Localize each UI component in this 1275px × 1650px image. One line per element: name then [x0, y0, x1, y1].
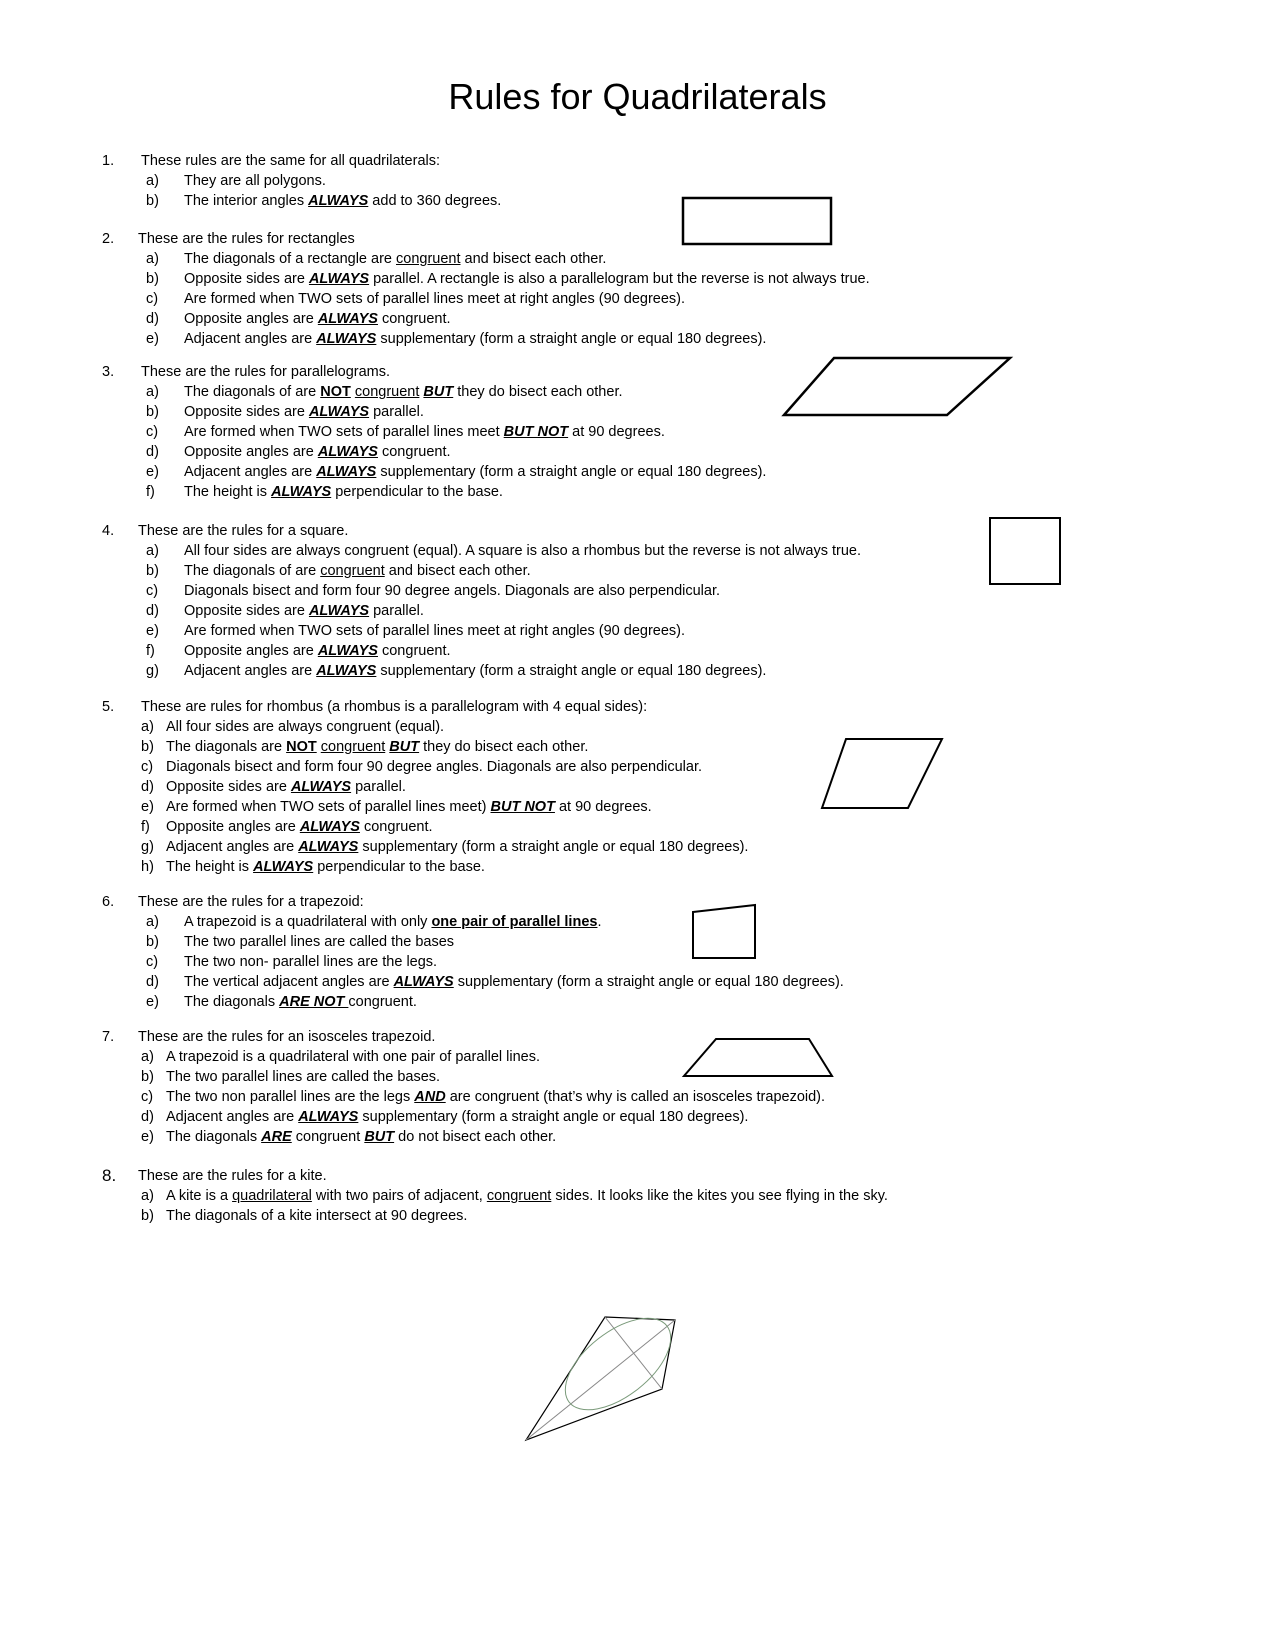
- emphasis-text: congruent: [396, 251, 461, 267]
- rule-text: congruent.: [377, 311, 451, 327]
- rule-text: A trapezoid is a quadrilateral with one pair of parallel lines.: [166, 1049, 540, 1065]
- emphasis-text: congruent: [486, 1188, 552, 1204]
- rule-text: Opposite angles are: [184, 311, 318, 327]
- emphasis-text: ALWAYS: [317, 643, 378, 659]
- emphasis-text: ALWAYS: [308, 404, 370, 420]
- item-label: h): [141, 859, 154, 875]
- item-label: c): [146, 291, 159, 307]
- item-label: d): [146, 444, 159, 460]
- rule-text: supplementary (form a straight angle or equal 180 degrees).: [376, 331, 767, 347]
- rule-text: Are formed when TWO sets of parallel lines meet: [184, 424, 504, 440]
- rule-text: supplementary (form a straight angle or equal 180 degrees).: [453, 974, 844, 990]
- rule-text: The diagonals of are: [184, 384, 321, 400]
- section-number: 7.: [102, 1029, 115, 1045]
- rule-text: and bisect each other.: [384, 563, 531, 579]
- item-label: a): [146, 173, 159, 189]
- rectangle-shape: [683, 198, 831, 244]
- rule-text: The diagonals are: [166, 739, 287, 755]
- rule-text: Opposite angles are: [184, 444, 318, 460]
- kite-shape: [526, 1301, 687, 1440]
- rule-text: Adjacent angles are: [184, 331, 317, 347]
- rule-text: A trapezoid is a quadrilateral with only: [184, 914, 432, 930]
- rule-text: parallel.: [351, 779, 406, 795]
- rule-text: The two non- parallel lines are the legs.: [184, 954, 438, 970]
- rule-text: congruent.: [359, 819, 433, 835]
- item-label: c): [141, 759, 154, 775]
- item-label: d): [141, 779, 154, 795]
- section-heading: These are the rules for a square.: [138, 523, 349, 539]
- rule-text: The diagonals of a kite intersect at 90 degrees.: [166, 1208, 468, 1224]
- item-label: a): [146, 914, 159, 930]
- item-label: e): [141, 799, 154, 815]
- emphasis-text: BUT: [364, 1129, 395, 1145]
- rule-text: The height is: [166, 859, 254, 875]
- emphasis-text: ALWAYS: [271, 484, 332, 500]
- emphasis-text: congruent: [320, 563, 385, 579]
- rhombus-shape: [822, 739, 942, 808]
- item-label: d): [146, 311, 159, 327]
- page-title: Rules for Quadrilaterals: [448, 76, 827, 117]
- emphasis-text: ALWAYS: [299, 819, 360, 835]
- item-label: a): [141, 1049, 154, 1065]
- emphasis-text: ARE NOT: [279, 994, 349, 1010]
- emphasis-text: ALWAYS: [308, 271, 370, 287]
- rule-text: with two pairs of adjacent,: [311, 1188, 487, 1204]
- rule-text: .: [597, 914, 602, 930]
- rule-text: The diagonals of a rectangle are: [184, 251, 396, 267]
- emphasis-text: BUT NOT: [503, 424, 569, 440]
- rule-text: All four sides are always congruent (equal).: [166, 719, 445, 735]
- item-label: b): [141, 1069, 154, 1085]
- item-label: b): [141, 1208, 154, 1224]
- rule-text: at 90 degrees.: [554, 799, 652, 815]
- section-number: 2.: [102, 231, 115, 247]
- emphasis-text: ALWAYS: [393, 974, 454, 990]
- rule-text: The diagonals: [184, 994, 280, 1010]
- emphasis-text: NOT: [286, 739, 317, 755]
- section-heading: These are the rules for parallelograms.: [141, 364, 391, 380]
- item-label: e): [141, 1129, 154, 1145]
- item-label: e): [146, 464, 159, 480]
- rule-text: The height is: [184, 484, 272, 500]
- section-number: 4.: [102, 523, 115, 539]
- rule-text: congruent.: [377, 444, 451, 460]
- section-heading: These are the rules for rectangles: [138, 231, 355, 247]
- rule-text: parallel.: [369, 404, 424, 420]
- rule-text: sides. It looks like the kites you see flying in the sky.: [551, 1188, 888, 1204]
- rule-text: Diagonals bisect and form four 90 degree angels. Diagonals are also perpendicular.: [184, 583, 721, 599]
- rule-text: The diagonals: [166, 1129, 262, 1145]
- rule-text: The vertical adjacent angles are: [184, 974, 394, 990]
- rule-text: they do bisect each other.: [453, 384, 623, 400]
- rule-text: supplementary (form a straight angle or equal 180 degrees).: [358, 839, 749, 855]
- item-label: f): [146, 484, 155, 500]
- rule-text: Are formed when TWO sets of parallel lines meet): [166, 799, 491, 815]
- rule-text: perpendicular to the base.: [331, 484, 503, 500]
- emphasis-text: congruent: [354, 384, 420, 400]
- rule-text: congruent: [291, 1129, 365, 1145]
- rule-text: Adjacent angles are: [184, 464, 317, 480]
- emphasis-text: AND: [414, 1089, 446, 1105]
- rule-text: The diagonals of are: [184, 563, 321, 579]
- item-label: b): [146, 934, 159, 950]
- rule-text: supplementary (form a straight angle or equal 180 degrees).: [376, 464, 767, 480]
- item-label: d): [141, 1109, 154, 1125]
- item-label: c): [146, 583, 159, 599]
- section-heading: These are the rules for a kite.: [138, 1168, 327, 1184]
- rule-text: The two parallel lines are called the bases: [184, 934, 455, 950]
- emphasis-text: ALWAYS: [317, 311, 378, 327]
- rule-text: they do bisect each other.: [419, 739, 589, 755]
- item-label: b): [146, 404, 159, 420]
- item-label: a): [146, 251, 159, 267]
- item-label: b): [146, 271, 159, 287]
- rule-text: Are formed when TWO sets of parallel lines meet at right angles (90 degrees).: [184, 623, 686, 639]
- section-number: 1.: [102, 153, 115, 169]
- rule-text: Are formed when TWO sets of parallel lines meet at right angles (90 degrees).: [184, 291, 686, 307]
- item-label: a): [146, 384, 159, 400]
- emphasis-text: ALWAYS: [253, 859, 314, 875]
- trapezoid-shape: [693, 905, 755, 958]
- emphasis-text: BUT NOT: [490, 799, 555, 815]
- item-label: d): [146, 974, 159, 990]
- item-label: d): [146, 603, 159, 619]
- rule-text: Opposite sides are: [166, 779, 291, 795]
- section-heading: These are the rules for an isosceles trapezoid.: [138, 1029, 436, 1045]
- section-heading: These rules are the same for all quadrilaterals:: [141, 153, 441, 169]
- rule-text: All four sides are always congruent (equal). A square is also a rhombus but the reverse is not always true.: [184, 543, 862, 559]
- emphasis-text: congruent: [320, 739, 386, 755]
- item-label: c): [146, 424, 159, 440]
- item-label: e): [146, 623, 159, 639]
- rule-text: Adjacent angles are: [166, 839, 299, 855]
- rule-text: Opposite angles are: [166, 819, 300, 835]
- rule-text: supplementary (form a straight angle or equal 180 degrees).: [358, 1109, 749, 1125]
- item-label: b): [141, 739, 154, 755]
- rule-text: do not bisect each other.: [394, 1129, 557, 1145]
- emphasis-text: ALWAYS: [308, 603, 370, 619]
- emphasis-text: one pair of parallel lines: [431, 914, 598, 930]
- emphasis-text: ALWAYS: [316, 331, 377, 347]
- emphasis-text: BUT: [423, 384, 454, 400]
- item-label: e): [146, 994, 159, 1010]
- emphasis-text: ALWAYS: [317, 444, 378, 460]
- emphasis-text: NOT: [320, 384, 351, 400]
- rule-text: add to 360 degrees.: [368, 193, 502, 209]
- emphasis-text: BUT: [389, 739, 420, 755]
- rule-text: congruent.: [377, 643, 451, 659]
- section-heading: These are the rules for a trapezoid:: [138, 894, 364, 910]
- rule-text: Opposite sides are: [184, 404, 309, 420]
- rule-text: The interior angles: [184, 193, 309, 209]
- rule-text: The two non parallel lines are the legs: [166, 1089, 415, 1105]
- rule-text: Adjacent angles are: [184, 663, 317, 679]
- item-label: b): [146, 563, 159, 579]
- rule-text: are congruent (that’s why is called an isosceles trapezoid).: [445, 1089, 826, 1105]
- rule-text: at 90 degrees.: [568, 424, 665, 440]
- emphasis-text: ALWAYS: [290, 779, 352, 795]
- rule-text: perpendicular to the base.: [313, 859, 485, 875]
- item-label: a): [141, 1188, 154, 1204]
- section-number: 8.: [102, 1166, 117, 1185]
- item-label: c): [141, 1089, 154, 1105]
- section-number: 5.: [102, 699, 115, 715]
- rule-text: parallel. A rectangle is also a parallelogram but the reverse is not always true.: [369, 271, 870, 287]
- item-label: g): [141, 839, 154, 855]
- rule-text: The two parallel lines are called the bases.: [166, 1069, 441, 1085]
- rule-text: Opposite sides are: [184, 603, 309, 619]
- section-number: 3.: [102, 364, 115, 380]
- rule-text: Adjacent angles are: [166, 1109, 299, 1125]
- emphasis-text: ARE: [261, 1129, 292, 1145]
- emphasis-text: ALWAYS: [308, 193, 369, 209]
- item-label: e): [146, 331, 159, 347]
- item-label: c): [146, 954, 159, 970]
- rule-text: They are all polygons.: [184, 173, 326, 189]
- emphasis-text: ALWAYS: [316, 663, 377, 679]
- rule-text: supplementary (form a straight angle or equal 180 degrees).: [376, 663, 767, 679]
- emphasis-text: ALWAYS: [298, 1109, 359, 1125]
- isosceles-trapezoid-shape: [684, 1039, 832, 1076]
- emphasis-text: quadrilateral: [232, 1188, 312, 1204]
- item-label: g): [146, 663, 159, 679]
- emphasis-text: ALWAYS: [298, 839, 359, 855]
- emphasis-text: ALWAYS: [316, 464, 377, 480]
- item-label: f): [141, 819, 150, 835]
- parallelogram-shape: [784, 358, 1010, 415]
- rule-text: parallel.: [369, 603, 424, 619]
- section-number: 6.: [102, 894, 115, 910]
- item-label: b): [146, 193, 159, 209]
- rule-text: Opposite angles are: [184, 643, 318, 659]
- item-label: a): [146, 543, 159, 559]
- square-shape: [990, 518, 1060, 584]
- rule-text: congruent.: [348, 994, 417, 1010]
- rule-text: and bisect each other.: [460, 251, 607, 267]
- rule-text: Opposite sides are: [184, 271, 309, 287]
- section-heading: These are rules for rhombus (a rhombus is a parallelogram with 4 equal sides):: [141, 699, 648, 715]
- item-label: f): [146, 643, 155, 659]
- item-label: a): [141, 719, 154, 735]
- rule-text: A kite is a: [166, 1188, 233, 1204]
- rule-text: Diagonals bisect and form four 90 degree angles. Diagonals are also perpendicular.: [166, 759, 703, 775]
